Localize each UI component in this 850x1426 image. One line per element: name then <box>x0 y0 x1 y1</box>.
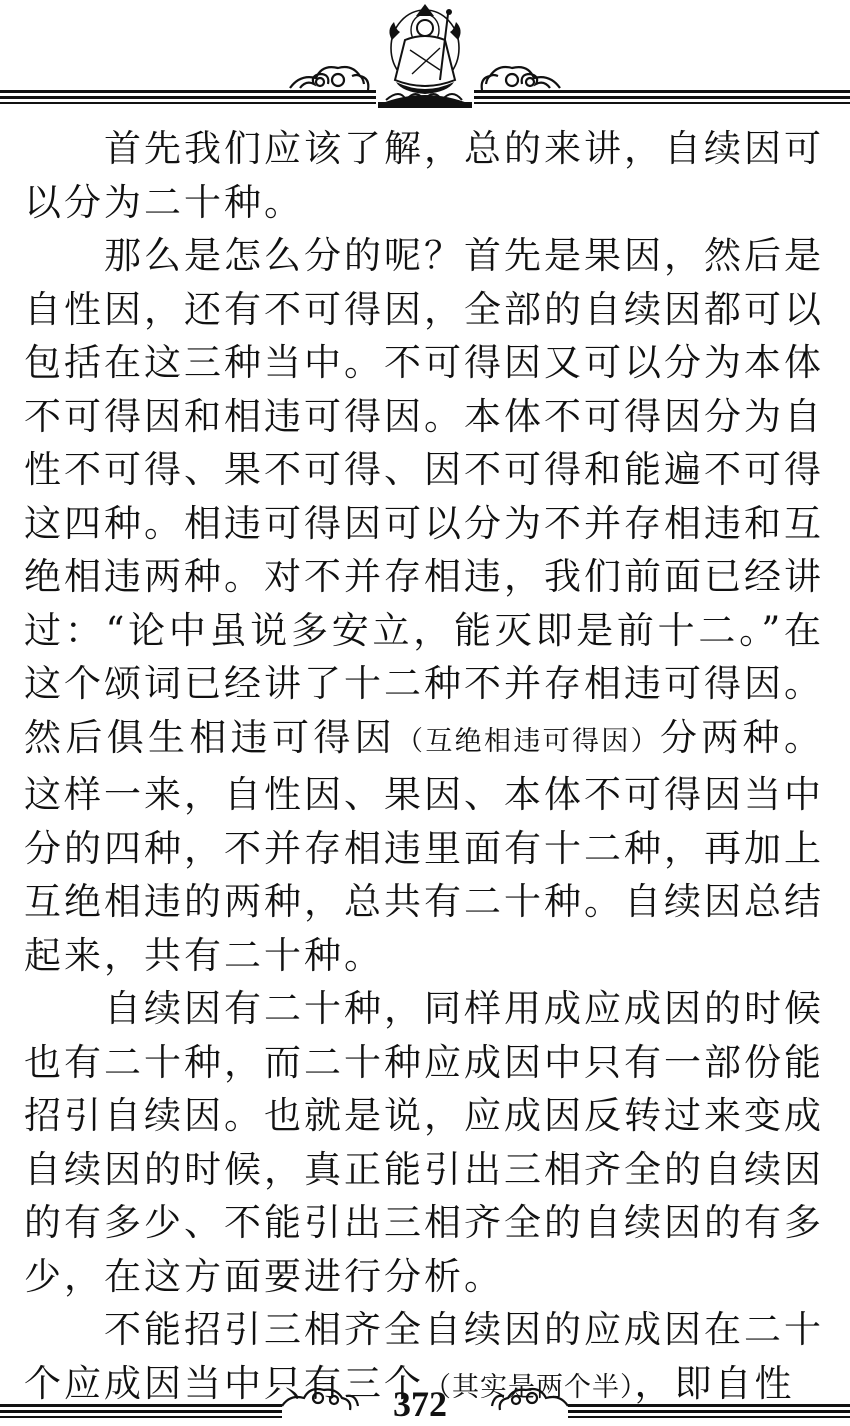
cloud-scroll-icon <box>482 67 560 90</box>
main-text <box>24 122 824 1414</box>
cloud-scroll-icon <box>492 1389 568 1410</box>
paragraph <box>24 229 824 982</box>
paragraph-text: 首先我们应该了解，总的来讲，自续因可以分为二十种。 <box>24 127 824 224</box>
parenthetical-note: （其实是两个半） <box>424 1371 635 1403</box>
paragraph-text: 分两种。这样一来，自性因、果因、本体不可得因当中分的四种，不并存相违里面有十二种，再加上互绝相违的两种，总共有二十种。自续因总结起来，共有二十种。 <box>24 715 824 977</box>
deity-figure-icon <box>378 4 472 108</box>
header-rule-left <box>0 90 376 104</box>
paragraph <box>24 982 824 1303</box>
header-ornament <box>0 0 850 112</box>
footer-rule-right <box>568 1404 850 1418</box>
paragraph-text: 自续因有二十种，同样用成应成因的时候也有二十种，而二十种应成因中只有一部份能招引自续因。也就是说，应成因反转过来变成自续因的时候，真正能引出三相齐全的自续因的有多少、不能引出三相齐全的自续因的有多少，在这方面要进行分析。 <box>24 987 824 1298</box>
parenthetical-note: （互绝相违可得因） <box>396 725 660 757</box>
paragraph-text: ，即自性 <box>634 1361 795 1405</box>
page-number: 372 <box>393 1384 447 1424</box>
paragraph-text: 那么是怎么分的呢？首先是果因，然后是自性因，还有不可得因，全部的自续因都可以包括在这三种当中。不可得因又可以分为本体不可得因和相违可得因。本体不可得因分为自性不可得、果不可得、因不可得和能遍不可得这四种。相违可得因可以分为不并存相违和互绝相违两种。对不并存相违，我们前面已经讲过：“论中虽说多安立，能灭即是前十二。”在这个颂词已经讲了十二种不并存相违可得因。然后俱生相违可得因 <box>24 234 824 759</box>
footer-rule-left <box>0 1404 282 1418</box>
paragraph-text: 不能招引三相齐全自续因的应成因在二十个应成因当中只有三个 <box>24 1308 824 1405</box>
paragraph <box>24 122 824 229</box>
page-header <box>0 0 850 112</box>
header-rule-right <box>474 90 850 104</box>
page-footer <box>0 1376 850 1426</box>
cloud-scroll-icon <box>282 1389 358 1410</box>
cloud-scroll-icon <box>290 67 368 90</box>
